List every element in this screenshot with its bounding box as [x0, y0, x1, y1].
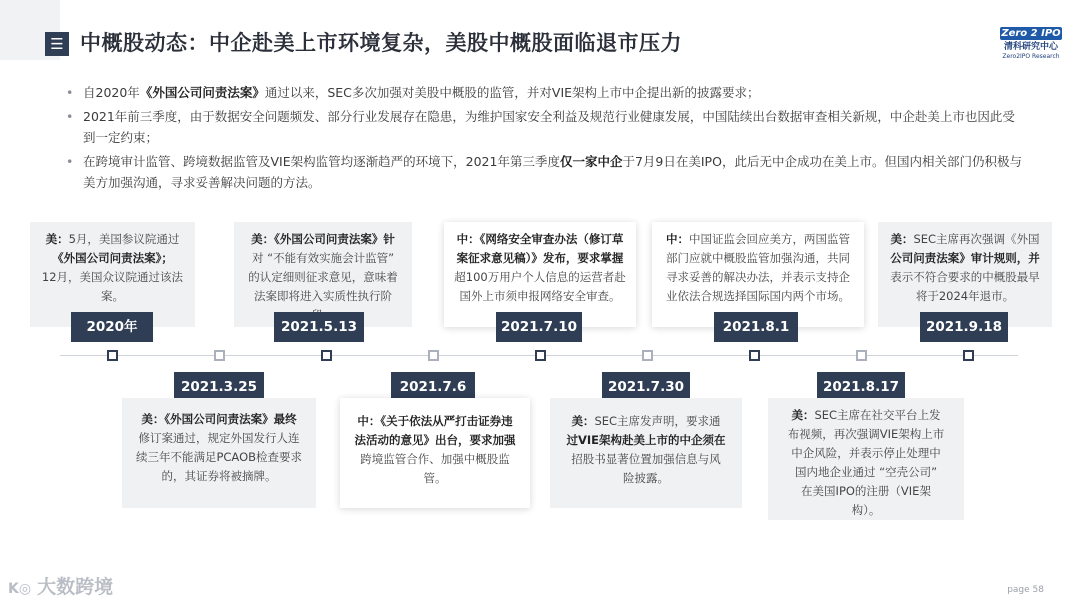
timeline-date: 2020年 [71, 312, 153, 342]
timeline-card: 美：5月，美国参议院通过 《外国公司问责法案》； 12月，美国众议院通过该法案。 [30, 222, 195, 327]
bullet-item: • 2021年前三季度，由于数据安全问题频发、部分行业发展存在隐患，为维护国家安全利益及规范行业健康发展，中国陆续出台数据审查相关新规，中企赴美上市也因此受到一定约束； [66, 109, 1015, 145]
bullet-item: • 在跨境审计监管、跨境数据监管及VIE架构监管均逐渐趋严的环境下，2021年第三季度仅一家中企于7月9日在美IPO，此后无中企成功在美上市。但国内相关部门仍积极与美方加强沟通，寻求妥善解决问题的方法。 [66, 154, 1022, 190]
page-number: page 58 [1007, 585, 1044, 595]
menu-icon: ☰ [45, 32, 69, 56]
timeline-node [321, 350, 332, 361]
timeline-date: 2021.9.18 [920, 312, 1008, 342]
timeline-card: 美：SEC主席发声明，要求通 过VIE架构赴美上市的中企须在 招股书显著位置加强信息与风 险披露。 [550, 398, 742, 508]
timeline-node [428, 350, 439, 361]
logo-mark: Zero 2 IPO [1001, 28, 1061, 39]
timeline-date: 2021.5.13 [274, 312, 364, 342]
timeline-card: 美：《外国公司问责法案》最终 修订案通过，规定外国发行人连 续三年不能满足PCAOB检查要求 的，其证券将被摘牌。 [122, 398, 316, 508]
zero2ipo-logo [1000, 27, 1062, 61]
bullet-list [66, 82, 1026, 196]
timeline-date: 2021.7.30 [602, 372, 690, 402]
timeline-date: 2021.7.6 [391, 372, 475, 402]
timeline-node [214, 350, 225, 361]
timeline-card: 美：SEC主席在社交平台上发 布视频，再次强调VIE架构上市 中企风险，并表示停止处理中 国内地企业通过 “空壳公司” 在美国IPO的注册（VIE架 构）。 [768, 398, 964, 520]
timeline-card: 美：SEC主席再次强调《外国 公司问责法案》审计规则，并表示不符合要求的中概股最早 将于2024年退市。 [878, 222, 1052, 327]
logo-en: Zero2IPO Research [1002, 53, 1060, 60]
timeline-date: 2021.8.17 [817, 372, 905, 402]
timeline-date: 2021.8.1 [714, 312, 798, 342]
brand-watermark: K◎ 大数跨境 [8, 576, 114, 598]
timeline-node [642, 350, 653, 361]
timeline-card: 美：《外国公司问责法案》针 对 “不能有效实施会计监管” 的认定细则征求意见，意味着 法案即将进入实质性执行阶 [234, 222, 412, 327]
timeline-date: 2021.3.25 [174, 372, 264, 402]
timeline-node [107, 350, 118, 361]
timeline-node [535, 350, 546, 361]
timeline-node [749, 350, 760, 361]
timeline-card: 中：《关于依法从严打击证券违 法活动的意见》出台，要求加强 跨境监管合作、加强中概股监 管。 [340, 398, 530, 508]
timeline-date: 2021.7.10 [496, 312, 582, 342]
bullet-item: • 自2020年《外国公司问责法案》通过以来，SEC多次加强对美股中概股的监管，并对VIE架构上市中企提出新的披露要求； [66, 85, 760, 100]
timeline-node [856, 350, 867, 361]
timeline-card: 中：中国证监会回应美方，两国监管 部门应就中概股监管加强沟通，共同 寻求妥善的解决办法，并表示支持企 业依法合规选择国际国内两个市场。 [652, 222, 864, 327]
timeline-card: 中：《网络安全审查办法（修订草 案征求意见稿）》发布，要求掌握 超100万用户个人信息的运营者赴 国外上市须申报网络安全审查。 [444, 222, 636, 327]
page-title: 中概股动态：中企赴美上市环境复杂，美股中概股面临退市压力 [80, 31, 682, 55]
timeline-node [963, 350, 974, 361]
logo-cn: 清科研究中心 [1003, 42, 1058, 52]
